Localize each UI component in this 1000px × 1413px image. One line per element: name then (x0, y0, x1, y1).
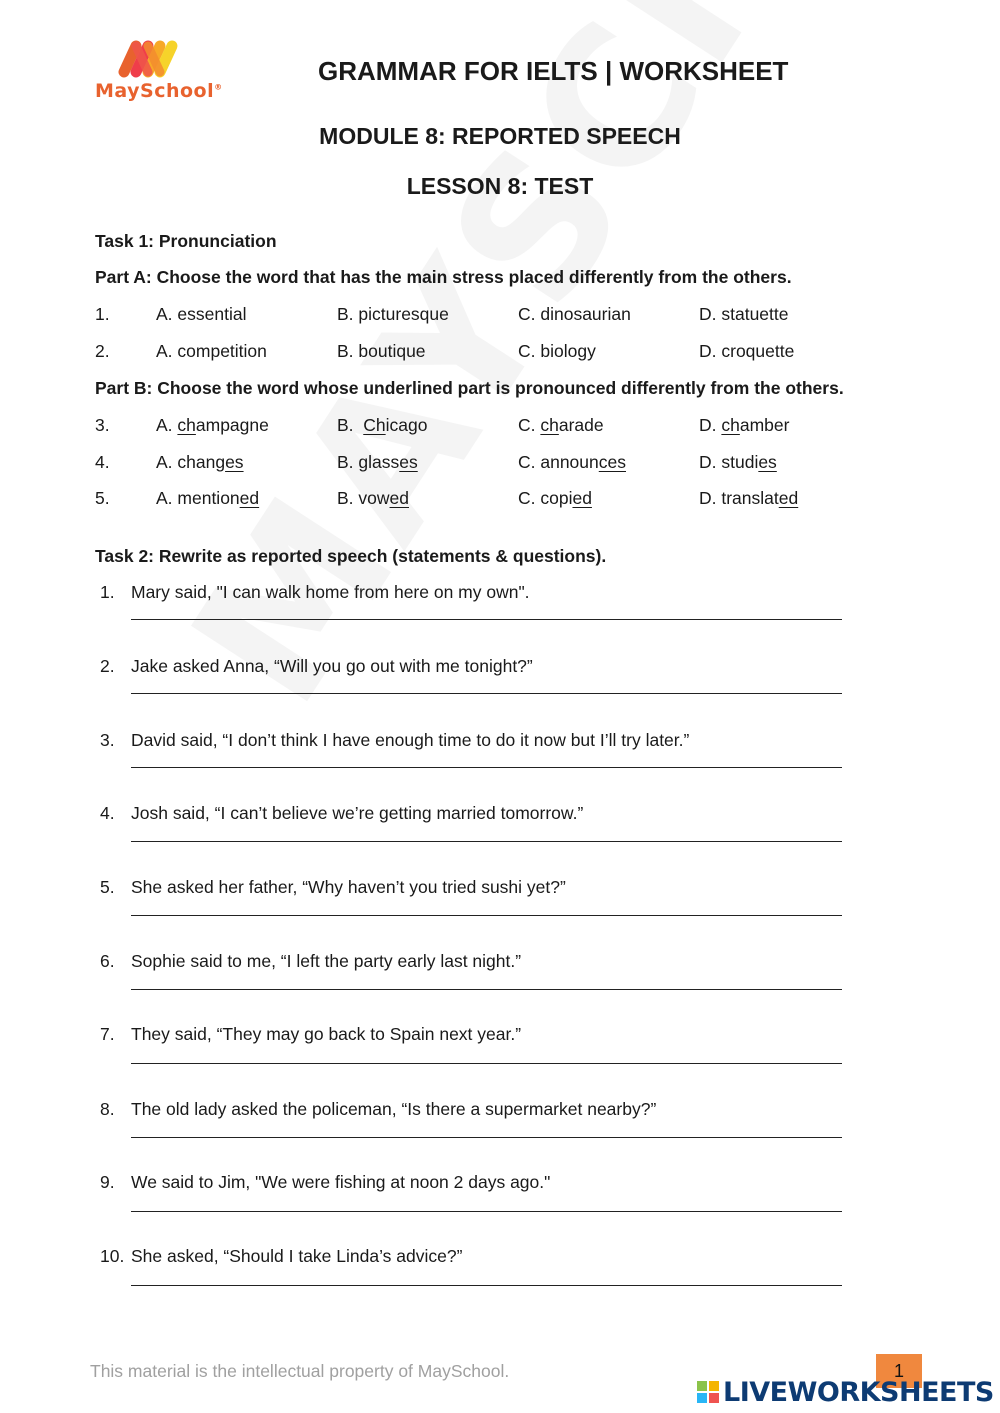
module-title: MODULE 8: REPORTED SPEECH (319, 123, 681, 149)
option-a[interactable]: A. champagne (156, 415, 269, 435)
copyright-footer: This material is the intellectual property of MaySchool. (90, 1361, 510, 1381)
worksheet-title: GRAMMAR FOR IELTS | WORKSHEET (318, 56, 789, 86)
option-c[interactable]: C. announces (518, 452, 626, 472)
answer-line[interactable] (131, 1285, 842, 1286)
option-c[interactable]: C. copied (518, 488, 592, 508)
option-a[interactable]: A. essential (156, 304, 247, 324)
task2-question: 6. Sophie said to me, “I left the party early last night.” (100, 951, 522, 971)
task2-question: 8. The old lady asked the policeman, “Is there a supermarket nearby?” (100, 1099, 657, 1119)
task2-question: 5. She asked her father, “Why haven’t you tried sushi yet?” (100, 877, 566, 897)
task2-question: 4. Josh said, “I can’t believe we’re getting married tomorrow.” (100, 803, 584, 823)
option-d[interactable]: D. studies (699, 452, 777, 472)
option-a[interactable]: A. changes (156, 452, 244, 472)
answer-line[interactable] (131, 1211, 842, 1212)
option-d[interactable]: D. statuette (699, 304, 789, 324)
liveworksheets-icon (697, 1381, 719, 1403)
task2-question: 10. She asked, “Should I take Linda’s advice?” (100, 1246, 463, 1266)
option-b[interactable]: B. glasses (337, 452, 418, 472)
liveworksheets-text: LIVEWORKSHEETS (723, 1376, 994, 1408)
question-number: 1. (95, 304, 110, 324)
option-c[interactable]: C. dinosaurian (518, 304, 631, 324)
answer-line[interactable] (131, 619, 842, 620)
option-b[interactable]: B. picturesque (337, 304, 449, 324)
task1-title: Task 1: Pronunciation (95, 231, 277, 251)
question-number: 5. (95, 488, 110, 508)
task2-question: 2. Jake asked Anna, “Will you go out with me tonight?” (100, 656, 533, 676)
answer-line[interactable] (131, 767, 842, 768)
option-b[interactable]: B. boutique (337, 341, 426, 361)
task2-title: Task 2: Rewrite as reported speech (statements & questions). (95, 546, 607, 566)
option-c[interactable]: C. charade (518, 415, 604, 435)
answer-line[interactable] (131, 841, 842, 842)
question-number: 3. (95, 415, 110, 435)
watermark (150, 0, 1000, 740)
option-a[interactable]: A. mentioned (156, 488, 260, 508)
partB-instruction: Part B: Choose the word whose underlined part is pronounced differently from the others. (95, 378, 844, 398)
question-number: 2. (95, 341, 110, 361)
option-d[interactable]: D. croquette (699, 341, 795, 361)
task2-question: 1. Mary said, "I can walk home from here on my own". (100, 582, 530, 602)
answer-line[interactable] (131, 1137, 842, 1138)
question-number: 4. (95, 452, 110, 472)
lesson-title: LESSON 8: TEST (406, 173, 594, 199)
option-d[interactable]: D. chamber (699, 415, 790, 435)
answer-line[interactable] (131, 989, 842, 990)
option-b[interactable]: B. Chicago (337, 415, 428, 435)
option-d[interactable]: D. translated (699, 488, 799, 508)
option-a[interactable]: A. competition (156, 341, 267, 361)
answer-line[interactable] (131, 693, 842, 694)
answer-line[interactable] (131, 915, 842, 916)
option-b[interactable]: B. vowed (337, 488, 409, 508)
task2-question: 9. We said to Jim, "We were fishing at noon 2 days ago." (100, 1172, 551, 1192)
liveworksheets-brand[interactable] (697, 1376, 994, 1408)
task2-question: 7. They said, “They may go back to Spain next year.” (100, 1024, 522, 1044)
partA-instruction: Part A: Choose the word that has the main stress placed differently from the others. (95, 267, 792, 287)
logo-text: MaySchool® (95, 80, 223, 102)
answer-line[interactable] (131, 1063, 842, 1064)
task2-question: 3. David said, “I don’t think I have enough time to do it now but I’ll try later.” (100, 730, 690, 750)
option-c[interactable]: C. biology (518, 341, 596, 361)
page-number: 1 (876, 1354, 922, 1388)
